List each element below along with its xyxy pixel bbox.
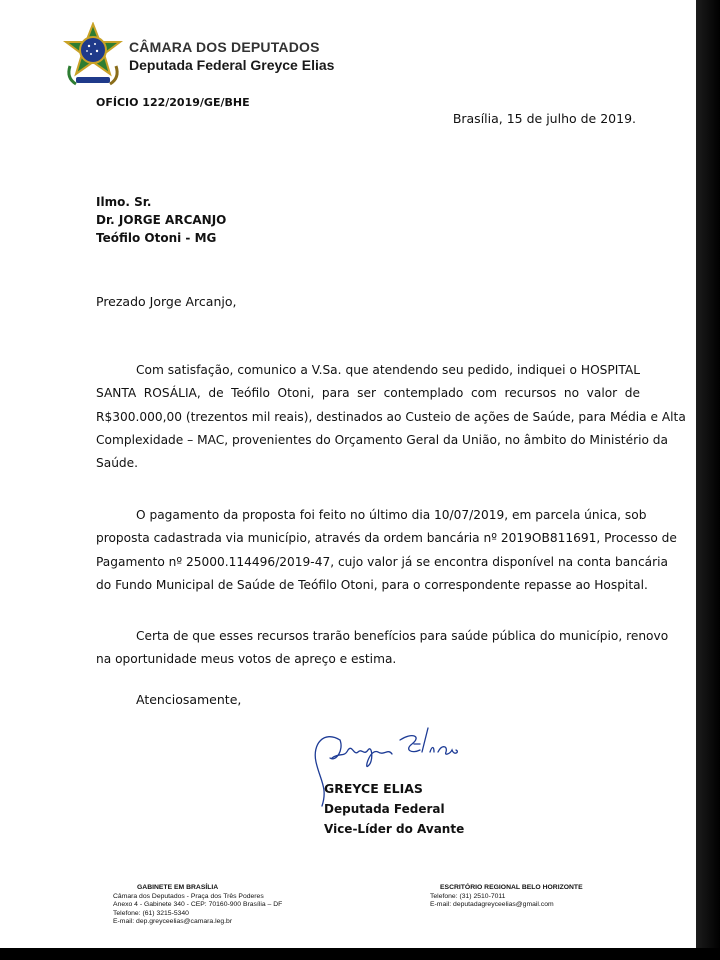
org-name: CÂMARA DOS DEPUTADOS <box>129 39 320 55</box>
footer-belo-horizonte <box>430 884 650 910</box>
footer-brasilia <box>113 884 363 927</box>
addressee-block <box>96 193 226 247</box>
footer-line: Telefone: (61) 3215-5340 <box>113 909 189 917</box>
signer-title: Vice-Líder do Avante <box>324 822 465 836</box>
signer-role: Deputada Federal <box>324 802 445 816</box>
footer-brasilia-heading: GABINETE EM BRASÍLIA <box>137 884 219 891</box>
signer-block <box>324 778 464 840</box>
brazil-coat-of-arms-icon <box>62 22 124 88</box>
letterhead <box>62 22 402 92</box>
paragraph-line: R$300.000,00 (trezentos mil reais), destinados ao Custeio de ações de Saúde, para Média e Alta <box>96 409 686 424</box>
paragraph-line: na oportunidade meus votos de apreço e estima. <box>96 652 397 667</box>
deputy-name: Deputada Federal Greyce Elias <box>129 57 335 73</box>
paragraph-line: Complexidade – MAC, provenientes do Orçamento Geral da União, no âmbito do Ministério da <box>96 432 669 447</box>
addressee-location: Teófilo Otoni - MG <box>96 231 217 245</box>
addressee-title: Ilmo. Sr. <box>96 195 152 209</box>
addressee-name: Dr. JORGE ARCANJO <box>96 213 227 227</box>
paragraph-line: proposta cadastrada via município, através da ordem bancária nº 2019OB811691, Processo de <box>96 531 677 546</box>
footer-line: E-mail: deputadagreyceelias@gmail.com <box>430 901 554 909</box>
document-reference: OFÍCIO 122/2019/GE/BHE <box>96 96 250 109</box>
paragraph-3 <box>96 625 669 672</box>
footer-line: E-mail: dep.greyceelias@camara.leg.br <box>113 918 233 926</box>
paragraph-2 <box>96 504 677 597</box>
paragraph-line: Saúde. <box>96 456 139 471</box>
footer-line: Anexo 4 - Gabinete 340 - CEP: 70160-900 Brasília – DF <box>113 901 283 909</box>
paragraph-line: Pagamento nº 25000.114496/2019-47, cujo valor já se encontra disponível na conta bancária <box>96 554 668 569</box>
paragraph-line: Com satisfação, comunico a V.Sa. que atendendo seu pedido, indiquei o HOSPITAL <box>136 363 640 377</box>
salutation: Prezado Jorge Arcanjo, <box>96 294 237 309</box>
scan-edge-bottom <box>0 948 720 960</box>
paragraph-1 <box>96 359 686 475</box>
paragraph-line: SANTA ROSÁLIA, de Teófilo Otoni, para ser contemplado com recursos no valor de <box>96 386 640 401</box>
paragraph-line: O pagamento da proposta foi feito no último dia 10/07/2019, em parcela única, sob <box>136 508 647 522</box>
scan-edge-right <box>696 0 720 960</box>
closing: Atenciosamente, <box>136 692 242 707</box>
footer-line: Câmara dos Deputados - Praça dos Três Poderes <box>113 892 264 900</box>
document-date: Brasília, 15 de julho de 2019. <box>452 111 636 126</box>
paragraph-line: do Fundo Municipal de Saúde de Teófilo Otoni, para o correspondente repasse ao Hospital. <box>96 577 648 592</box>
footer-line: Telefone: (31) 2510-7011 <box>430 892 506 900</box>
footer-bh-heading: ESCRITÓRIO REGIONAL BELO HORIZONTE <box>440 884 583 891</box>
paragraph-line: Certa de que esses recursos trarão benefícios para saúde pública do município, renovo <box>136 629 669 643</box>
signer-name: GREYCE ELIAS <box>324 781 423 796</box>
